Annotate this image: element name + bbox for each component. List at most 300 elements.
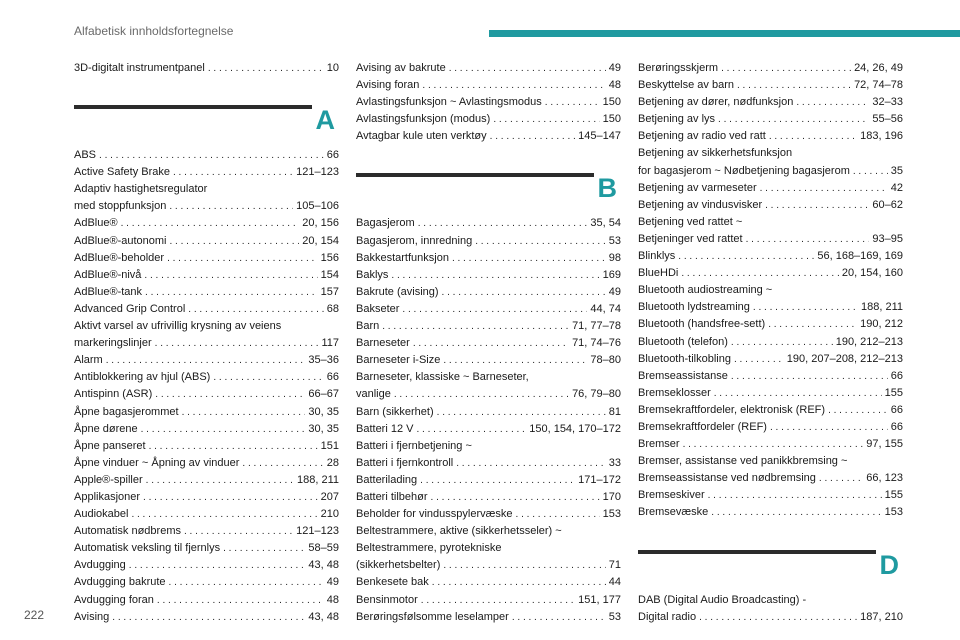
entry-term: Audiokabel: [74, 508, 129, 521]
entry-term: Avtagbar kule uten verktøy: [356, 130, 487, 143]
index-entry: [74, 301, 339, 318]
entry-term: Bremser: [638, 438, 680, 451]
page-reference: 121–123: [296, 166, 339, 179]
entry-term: Barneseter: [356, 337, 410, 350]
dot-leader: [394, 386, 569, 403]
entry-term: Bremser, assistanse ved panikkbremsing ~: [638, 455, 848, 468]
page-reference: 48: [608, 79, 621, 92]
page-reference: 66: [326, 149, 339, 162]
entry-term: Betjening av varmeseter: [638, 181, 757, 194]
entry-term: Bluetooth lydstreaming: [638, 301, 750, 314]
entry-term: Bakseter: [356, 302, 400, 315]
dot-leader: [853, 163, 888, 180]
dot-leader: [129, 557, 306, 574]
index-entry: [74, 421, 339, 438]
entry-term: DAB (Digital Audio Broadcasting) -: [638, 593, 807, 606]
page-reference: 171–172: [578, 473, 621, 486]
header-accent-bar: [489, 30, 960, 37]
page-reference: 43, 48: [308, 610, 339, 623]
section-divider: [638, 550, 876, 554]
dot-leader: [112, 609, 305, 626]
entry-term: Avlastingsfunksjon ~ Avlastingsmodus: [356, 96, 542, 109]
index-entry: [638, 231, 903, 248]
entry-term: Bensinmotor: [356, 593, 418, 606]
index-entry: [356, 318, 621, 335]
index-entry: [356, 574, 621, 591]
page-reference: 33: [608, 456, 621, 469]
index-entry: [74, 557, 339, 574]
entry-term: Avlastingsfunksjon (modus): [356, 113, 491, 126]
page-reference: 24, 26, 49: [854, 62, 903, 74]
entry-term: Digital radio: [638, 610, 697, 623]
entry-term: Beltestrammere, aktive (sikkerhetsseler) ~: [356, 525, 562, 538]
page-reference: 49: [608, 62, 621, 74]
dot-leader: [242, 455, 323, 472]
entry-term: Betjening av lys: [638, 113, 716, 126]
index-entry: [638, 385, 903, 402]
dot-leader: [437, 404, 606, 421]
entry-term: Apple®-spiller: [74, 473, 143, 486]
index-entry: [638, 248, 903, 265]
dot-leader: [173, 164, 293, 181]
entry-term: Baklys: [356, 268, 389, 281]
index-entry: [638, 609, 903, 626]
index-entry: [638, 60, 903, 77]
page-reference: 145–147: [578, 130, 621, 143]
index-entry: [638, 487, 903, 504]
entry-term: Betjening av vindusvisker: [638, 198, 763, 211]
dot-leader: [143, 489, 318, 506]
index-entry: [638, 128, 903, 145]
dot-leader: [431, 489, 600, 506]
page-reference: 97, 155: [866, 438, 903, 451]
dot-leader: [213, 369, 323, 386]
entry-term: Betjening av radio ved ratt: [638, 130, 766, 143]
dot-leader: [413, 335, 569, 352]
dot-leader: [475, 233, 606, 250]
section-header: [356, 145, 621, 215]
page-reference: 35, 54: [590, 217, 621, 230]
entry-term: Bakrute (avising): [356, 285, 439, 298]
page-reference: 56, 168–169, 169: [817, 250, 903, 263]
index-entry: [356, 404, 621, 421]
dot-leader: [683, 436, 864, 453]
index-entry-continued: [74, 181, 339, 198]
dot-leader: [718, 111, 869, 128]
index-entry: [638, 470, 903, 487]
dot-leader: [182, 404, 306, 421]
page-reference: 20, 154, 160: [841, 267, 903, 280]
index-entry: [74, 609, 339, 626]
page-reference: 68: [326, 302, 339, 315]
dot-leader: [512, 609, 606, 626]
dot-leader: [402, 301, 587, 318]
index-entry: [356, 335, 621, 352]
dot-leader: [391, 267, 599, 284]
page-reference: 58–59: [308, 542, 339, 555]
index-entry-continued: [638, 145, 903, 162]
index-entry: [356, 421, 621, 438]
section-letter: B: [597, 173, 617, 204]
index-entry: [74, 455, 339, 472]
entry-term: Beltestrammere, pyrotekniske: [356, 542, 502, 555]
dot-leader: [760, 180, 888, 197]
index-entry: [638, 163, 903, 180]
index-entry: [356, 77, 621, 94]
dot-leader: [746, 231, 870, 248]
page-reference: 207: [320, 490, 339, 503]
page-reference: 154: [320, 268, 339, 281]
index-entry: [638, 180, 903, 197]
section-letter: A: [315, 105, 335, 136]
dot-leader: [443, 352, 587, 369]
index-entry: [74, 472, 339, 489]
page-reference: 53: [608, 610, 621, 623]
index-entry-continued: [638, 214, 903, 231]
index-entry: [74, 267, 339, 284]
entry-term: Bremsekraftfordeler, elektronisk (REF): [638, 403, 826, 416]
page-reference: 44, 74: [590, 302, 621, 315]
entry-term: Betjening ved rattet ~: [638, 215, 743, 228]
index-column-1: [74, 60, 339, 626]
entry-term: Batteri tilbehør: [356, 490, 428, 503]
page-reference: 53: [608, 234, 621, 247]
index-entry: [638, 504, 903, 521]
entry-term: AdBlue®-autonomi: [74, 234, 167, 247]
dot-leader: [714, 385, 882, 402]
index-entry: [356, 386, 621, 403]
entry-term: Barn: [356, 320, 380, 333]
entry-term: AdBlue®-nivå: [74, 268, 142, 281]
page-reference: 43, 48: [308, 559, 339, 572]
entry-term: Automatisk nødbrems: [74, 525, 181, 538]
dot-leader: [711, 504, 881, 521]
index-entry-continued: [638, 282, 903, 299]
index-entry: [638, 334, 903, 351]
index-entry: [356, 250, 621, 267]
entry-term: Antiblokkering av hjul (ABS): [74, 371, 211, 384]
page-reference: 35–36: [308, 354, 339, 367]
dot-leader: [452, 250, 606, 267]
entry-term: Adaptiv hastighetsregulator: [74, 183, 208, 196]
index-entry: [356, 111, 621, 128]
entry-term: ABS: [74, 149, 97, 162]
dot-leader: [155, 335, 319, 352]
entry-term: Bakkestartfunksjon: [356, 251, 449, 264]
page-reference: 105–106: [296, 200, 339, 213]
entry-term: Batterilading: [356, 473, 418, 486]
page-reference: 155: [884, 386, 903, 399]
dot-leader: [737, 77, 851, 94]
section-header: [74, 77, 339, 147]
index-entry: [74, 164, 339, 181]
index-entry-continued: [638, 453, 903, 470]
entry-term: Bagasjerom: [356, 217, 415, 230]
page-reference: 71, 74–76: [572, 337, 621, 350]
entry-term: Bluetooth audiostreaming ~: [638, 284, 773, 297]
entry-term: Bluetooth-tilkobling: [638, 352, 731, 365]
dot-leader: [146, 472, 294, 489]
page-reference: 151, 177: [578, 593, 621, 606]
dot-leader: [141, 421, 306, 438]
page-reference: 78–80: [590, 354, 621, 367]
entry-term: Bagasjerom, innredning: [356, 234, 473, 247]
index-entry: [74, 506, 339, 523]
page-reference: 28: [326, 456, 339, 469]
index-entry: [356, 592, 621, 609]
entry-term: Berøringsfølsomme leselamper: [356, 610, 509, 623]
page-reference: 66–67: [308, 388, 339, 401]
dot-leader: [145, 284, 318, 301]
index-entry: [356, 94, 621, 111]
dot-leader: [449, 60, 606, 77]
entry-term: Bluetooth (telefon): [638, 335, 728, 348]
page-reference: 20, 154: [302, 234, 339, 247]
page-reference: 66: [326, 371, 339, 384]
page-reference: 66, 123: [866, 472, 903, 485]
running-header-title: Alfabetisk innholdsfortegnelse: [74, 24, 234, 38]
index-entry-continued: [74, 318, 339, 335]
index-entry: [638, 351, 903, 368]
index-entry: [356, 352, 621, 369]
index-entry: [638, 77, 903, 94]
index-entry: [74, 540, 339, 557]
entry-term: Automatisk veksling til fjernlys: [74, 542, 221, 555]
dot-leader: [106, 352, 306, 369]
entry-term: AdBlue®-tank: [74, 285, 143, 298]
index-entry: [356, 284, 621, 301]
dot-leader: [169, 198, 293, 215]
entry-term: BlueHDi: [638, 267, 679, 280]
entry-term: Barneseter, klassiske ~ Barneseter,: [356, 371, 529, 384]
page-reference: 44: [608, 576, 621, 589]
index-entry: [356, 128, 621, 145]
dot-leader: [416, 421, 526, 438]
page-reference: 49: [608, 285, 621, 298]
dot-leader: [443, 557, 605, 574]
entry-term: vanlige: [356, 388, 391, 401]
entry-term: AdBlue®-beholder: [74, 251, 165, 264]
index-column-3: [638, 60, 903, 626]
entry-term: Batteri i fjernbetjening ~: [356, 439, 472, 452]
page-number: 222: [24, 608, 45, 622]
index-entry-continued: [356, 523, 621, 540]
page-reference: 190, 207–208, 212–213: [786, 352, 903, 365]
index-entry: [356, 60, 621, 77]
page-reference: 81: [608, 405, 621, 418]
entry-term: Bremseassistanse: [638, 369, 728, 382]
dot-leader: [149, 438, 318, 455]
page-reference: 117: [321, 337, 339, 350]
page-reference: 155: [884, 489, 903, 502]
page-reference: 55–56: [872, 113, 903, 126]
page-reference: 188, 211: [860, 301, 903, 314]
entry-term: AdBlue®: [74, 217, 118, 230]
page-reference: 190, 212–213: [835, 335, 903, 348]
entry-term: 3D-digitalt instrumentpanel: [74, 62, 205, 74]
index-entry: [74, 147, 339, 164]
entry-term: Bremsekraftfordeler (REF): [638, 420, 767, 433]
index-entry: [638, 197, 903, 214]
dot-leader: [432, 574, 606, 591]
page-reference: 10: [326, 62, 339, 74]
index-entry: [638, 402, 903, 419]
index-entry-continued: [356, 540, 621, 557]
index-entry: [356, 506, 621, 523]
section-header: [638, 522, 903, 592]
index-entry: [638, 316, 903, 333]
dot-leader: [516, 506, 600, 523]
dot-leader: [731, 334, 833, 351]
page-reference: 157: [320, 285, 339, 298]
dot-leader: [768, 316, 857, 333]
index-entry: [74, 352, 339, 369]
index-entry: [356, 301, 621, 318]
entry-term: Applikasjoner: [74, 490, 141, 503]
entry-term: med stoppfunksjon: [74, 200, 167, 213]
dot-leader: [167, 250, 318, 267]
page-reference: 150, 154, 170–172: [529, 422, 621, 435]
page-reference: 151: [320, 439, 339, 452]
page-reference: 42: [890, 181, 903, 194]
entry-term: Avdugging foran: [74, 593, 154, 606]
index-entry-continued: [356, 369, 621, 386]
index-entry: [74, 404, 339, 421]
index-entry: [356, 489, 621, 506]
dot-leader: [769, 128, 857, 145]
page-reference: 150: [602, 113, 621, 126]
dot-leader: [721, 60, 851, 77]
entry-term: Åpne vinduer ~ Åpning av vinduer: [74, 456, 240, 469]
dot-leader: [442, 284, 606, 301]
page-reference: 72, 74–78: [854, 79, 903, 92]
dot-leader: [421, 592, 575, 609]
dot-leader: [796, 94, 869, 111]
index-entry: [356, 557, 621, 574]
entry-term: Barneseter i-Size: [356, 354, 441, 367]
index-entry: [74, 215, 339, 232]
index-entry: [356, 215, 621, 232]
page-reference: 183, 196: [860, 130, 903, 143]
index-entry: [74, 574, 339, 591]
index-entry: [356, 455, 621, 472]
page-reference: 93–95: [872, 232, 903, 245]
dot-leader: [731, 368, 888, 385]
dot-leader: [99, 147, 324, 164]
page-reference: 71, 77–78: [572, 320, 621, 333]
page-reference: 169: [602, 268, 621, 281]
entry-term: Beskyttelse av barn: [638, 79, 734, 92]
entry-term: Åpne bagasjerommet: [74, 405, 179, 418]
dot-leader: [422, 77, 605, 94]
page-reference: 170: [602, 490, 621, 503]
entry-term: Barn (sikkerhet): [356, 405, 434, 418]
index-entry: [638, 265, 903, 282]
page-reference: 49: [326, 576, 339, 589]
dot-leader: [155, 386, 305, 403]
dot-leader: [678, 248, 814, 265]
entry-term: Betjeninger ved rattet: [638, 232, 743, 245]
dot-leader: [157, 592, 324, 609]
entry-term: Bluetooth (handsfree-sett): [638, 318, 766, 331]
index-entry: [74, 233, 339, 250]
section-divider: [356, 173, 594, 177]
entry-term: Aktivt varsel av ufrivillig krysning av veiens: [74, 320, 282, 333]
entry-term: Bremseklosser: [638, 386, 711, 399]
index-entry: [638, 94, 903, 111]
dot-leader: [681, 265, 838, 282]
page-reference: 121–123: [296, 525, 339, 538]
entry-term: Blinklys: [638, 250, 676, 263]
dot-leader: [170, 233, 300, 250]
entry-term: markeringslinjer: [74, 337, 152, 350]
index-entry: [638, 111, 903, 128]
entry-term: Åpne dørene: [74, 422, 138, 435]
page-reference: 76, 79–80: [572, 388, 621, 401]
page-reference: 66: [890, 403, 903, 416]
section-divider: [74, 105, 312, 109]
dot-leader: [699, 609, 857, 626]
dot-leader: [765, 197, 869, 214]
page-reference: 156: [320, 251, 339, 264]
entry-term: Antispinn (ASR): [74, 388, 153, 401]
index-entry: [638, 368, 903, 385]
index-entry: [356, 233, 621, 250]
dot-leader: [770, 419, 888, 436]
entry-term: Berøringsskjerm: [638, 62, 719, 74]
entry-term: Avising av bakrute: [356, 62, 446, 74]
entry-term: Benkesete bak: [356, 576, 429, 589]
dot-leader: [819, 470, 863, 487]
entry-term: Avdugging bakrute: [74, 576, 166, 589]
index-entry: [74, 489, 339, 506]
index-entry: [74, 592, 339, 609]
index-entry: [74, 284, 339, 301]
dot-leader: [456, 455, 606, 472]
entry-term: Betjening av sikkerhetsfunksjon: [638, 147, 793, 160]
dot-leader: [828, 402, 888, 419]
entry-term: Avising: [74, 610, 110, 623]
entry-term: Beholder for vindusspylervæske: [356, 508, 513, 521]
index-entry: [74, 198, 339, 215]
page-reference: 35: [890, 164, 903, 177]
page-reference: 153: [884, 506, 903, 519]
entry-term: Bremseassistanse ved nødbremsing: [638, 472, 816, 485]
entry-term: Active Safety Brake: [74, 166, 170, 179]
page-reference: 210: [320, 508, 339, 521]
dot-leader: [184, 523, 293, 540]
page-reference: 32–33: [872, 96, 903, 109]
index-column-2: [356, 60, 621, 626]
dot-leader: [131, 506, 317, 523]
entry-term: (sikkerhetsbelter): [356, 559, 441, 572]
section-letter: D: [879, 549, 899, 580]
index-entry: [74, 386, 339, 403]
page-reference: 150: [602, 96, 621, 109]
index-entry: [74, 369, 339, 386]
entry-term: Avdugging: [74, 559, 126, 572]
entry-term: Alarm: [74, 354, 103, 367]
dot-leader: [121, 215, 300, 232]
index-entry: [638, 436, 903, 453]
dot-leader: [418, 215, 588, 232]
page-reference: 190, 212: [860, 318, 903, 331]
index-entry: [74, 523, 339, 540]
page-reference: 60–62: [872, 198, 903, 211]
index-entry: [356, 267, 621, 284]
dot-leader: [169, 574, 324, 591]
index-entry: [356, 472, 621, 489]
